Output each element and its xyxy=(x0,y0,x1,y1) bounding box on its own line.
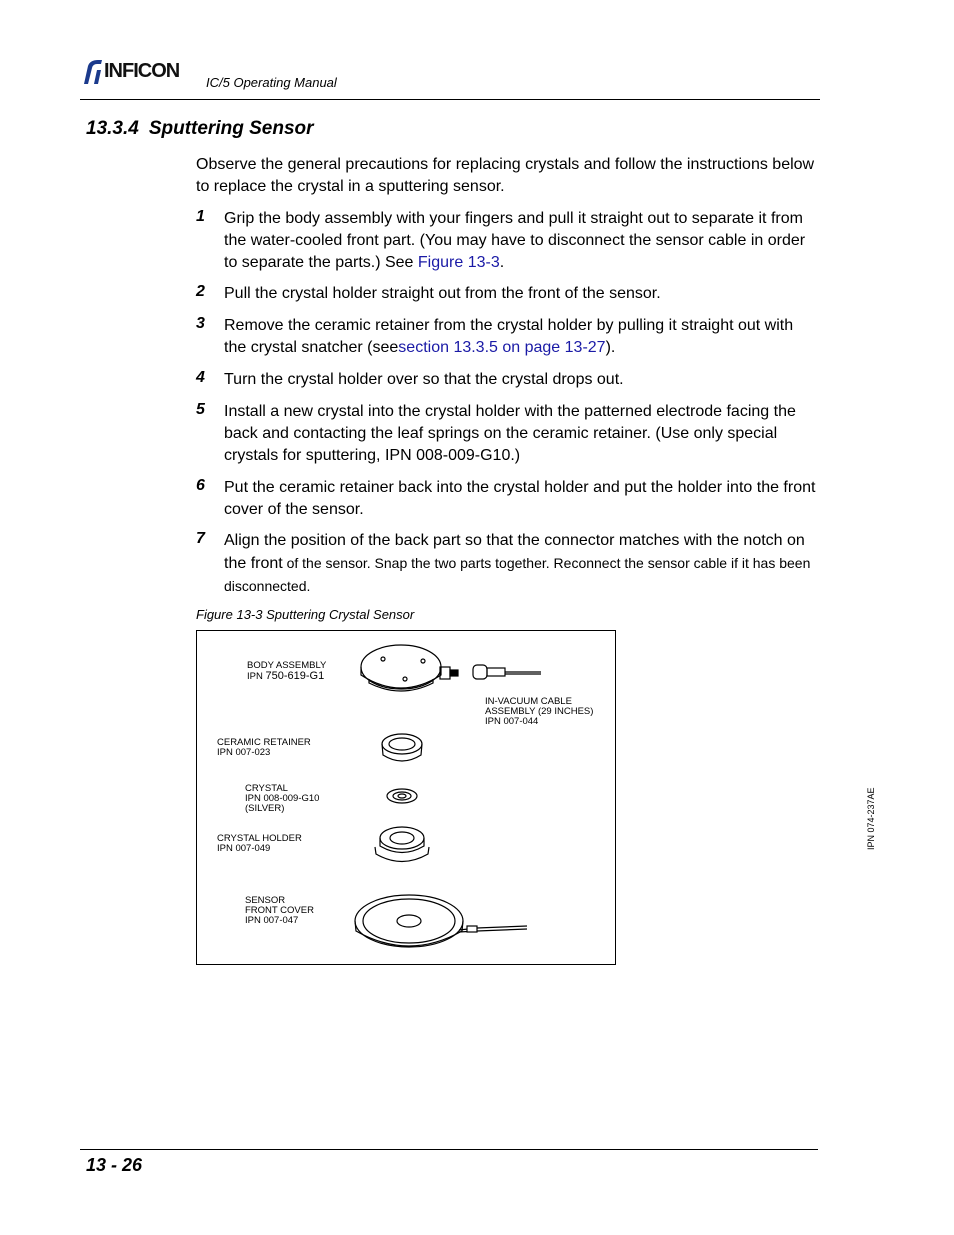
figure-link[interactable]: Figure 13-3 xyxy=(417,254,500,271)
step-text-small: of the sensor. Snap the two parts together. Reconnect the sensor cable if it has been disconnected. xyxy=(224,555,811,594)
step-number: 7 xyxy=(196,530,205,547)
cable-label-3: IPN 007-044 xyxy=(485,716,539,727)
crystal-drawing xyxy=(387,789,417,803)
step-text: Grip the body assembly with your fingers and pull it straight out to separate it from the water-cooled front part. (You may have to disconnect the sensor cable in order to separate the parts.) See xyxy=(224,210,806,271)
step-text: Turn the crystal holder over so that the crystal drops out. xyxy=(224,371,624,388)
holder-label-1: CRYSTAL HOLDER xyxy=(217,833,302,844)
cable-label-1: IN-VACUUM CABLE xyxy=(485,696,572,707)
step-text: Put the ceramic retainer back into the crystal holder and put the holder into the front cover of the sensor. xyxy=(224,479,816,518)
body-assembly-label: BODY ASSEMBLY xyxy=(247,660,327,671)
side-ipn-code xyxy=(862,782,882,852)
step-text: Remove the ceramic retainer from the crystal holder by pulling it straight out with the crystal snatcher (see xyxy=(224,317,794,356)
step-item xyxy=(196,315,816,359)
sputtering-sensor-figure xyxy=(196,630,616,965)
front-cover-drawing xyxy=(355,895,527,947)
step-number: 2 xyxy=(196,283,205,300)
section-heading xyxy=(86,118,314,140)
crystal-holder-drawing xyxy=(375,827,429,862)
cover-label-3: IPN 007-047 xyxy=(245,915,299,926)
body-assembly-ipn xyxy=(247,671,324,682)
step-item xyxy=(196,477,816,521)
crystal-label-2: IPN 008-009-G10 xyxy=(245,793,320,804)
cover-label-1: SENSOR xyxy=(245,895,286,906)
cable-label-2: ASSEMBLY (29 INCHES) xyxy=(485,706,594,717)
side-ipn-text: IPN 074-237AE xyxy=(866,787,876,850)
step-text-end: ). xyxy=(605,339,616,356)
brand-name: INFICON xyxy=(104,60,180,82)
step-number: 4 xyxy=(196,369,205,386)
header-divider xyxy=(80,99,820,100)
step-item xyxy=(196,208,816,274)
step-item xyxy=(196,530,816,598)
step-text: Align the position of the back part so that the connector matches with the notch on the front xyxy=(224,532,805,572)
step-number: 1 xyxy=(196,208,205,225)
footer-divider xyxy=(80,1149,818,1150)
step-number: 6 xyxy=(196,477,205,494)
figure-caption: Figure 13-3 Sputtering Crystal Sensor xyxy=(196,607,415,622)
step-number: 5 xyxy=(196,401,205,418)
section-title: Sputtering Sensor xyxy=(148,118,314,139)
holder-label-2: IPN 007-049 xyxy=(217,843,271,854)
step-item xyxy=(196,369,816,391)
section-link[interactable]: section 13.3.5 on page 13-27 xyxy=(398,339,606,356)
manual-title: IC/5 Operating Manual xyxy=(206,75,337,90)
step-item xyxy=(196,283,816,305)
step-text: Install a new crystal into the crystal holder with the patterned electrode facing the back and contacting the leaf springs on the ceramic retainer. (Use only special crystals for sputtering, IPN 008-009-G10.) xyxy=(224,403,796,464)
ceramic-retainer-drawing xyxy=(382,734,422,761)
step-item xyxy=(196,401,816,467)
crystal-label-1: CRYSTAL xyxy=(245,783,288,794)
intro-paragraph: Observe the general precautions for replacing crystals and follow the instructions below to replace the crystal in a sputtering sensor. xyxy=(196,156,815,195)
step-text-end: . xyxy=(499,254,505,271)
section-number: 13.3.4 xyxy=(86,118,139,139)
cover-label-2: FRONT COVER xyxy=(245,905,314,916)
page-number: 13 - 26 xyxy=(86,1155,143,1175)
step-number: 3 xyxy=(196,315,205,332)
body-ipn-prefix: IPN xyxy=(247,671,263,682)
step-text: Pull the crystal holder straight out from the front of the sensor. xyxy=(224,285,661,302)
body-ipn-value: 750-619-G1 xyxy=(265,670,325,682)
inficon-logo-icon xyxy=(80,58,106,86)
body-assembly-drawing xyxy=(361,645,541,691)
ceramic-label-2: IPN 007-023 xyxy=(217,747,271,758)
ceramic-label-1: CERAMIC RETAINER xyxy=(217,737,311,748)
crystal-label-3: (SILVER) xyxy=(245,803,285,814)
